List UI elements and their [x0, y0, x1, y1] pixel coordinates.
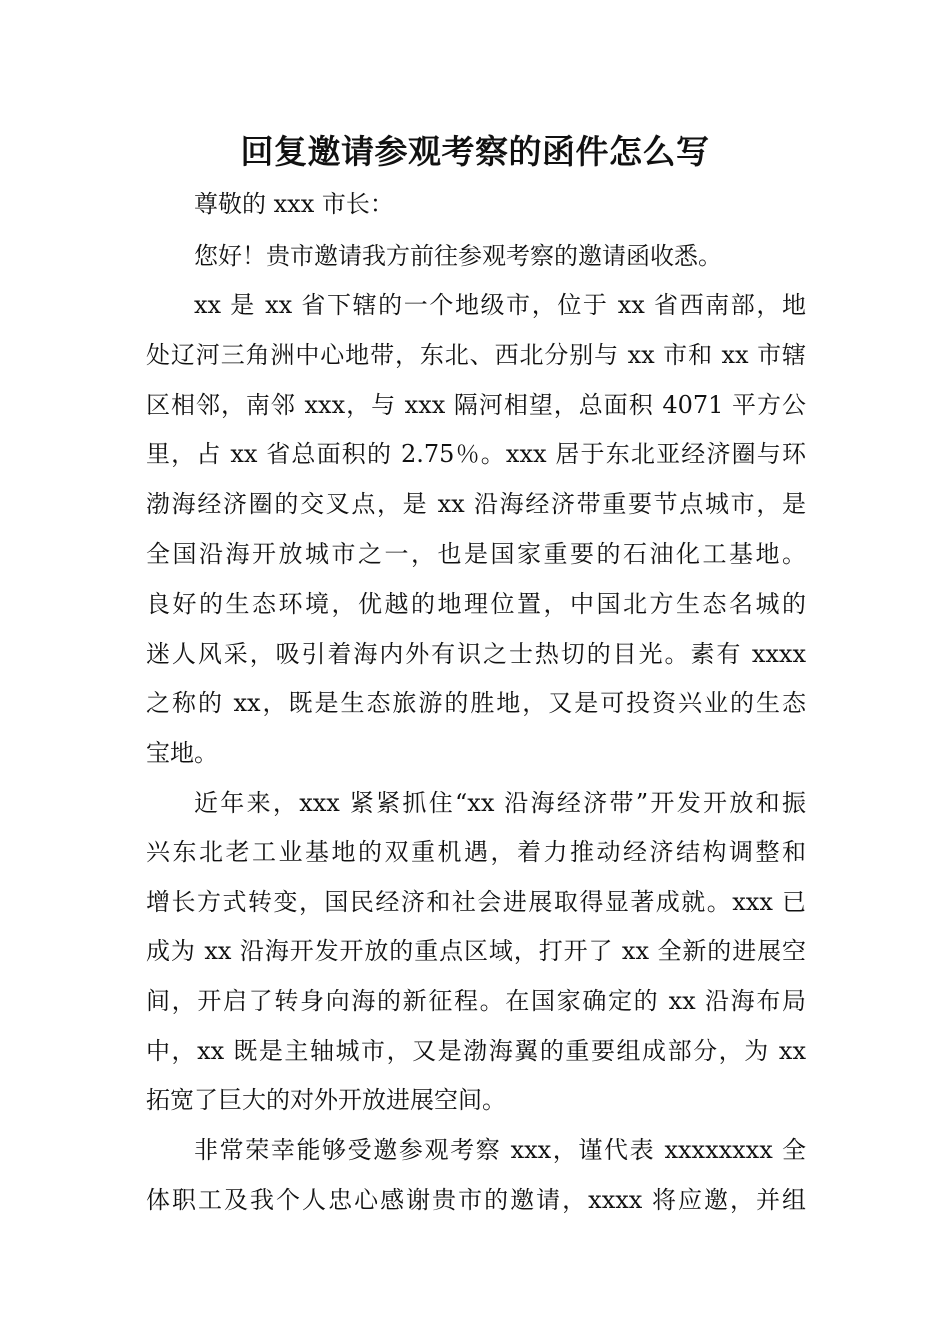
paragraph-3-line: 非常荣幸能够受邀参观考察 xxx，谨代表 xxxxxxxx 全 [194, 1136, 806, 1164]
paragraph-2-line: 拓宽了巨大的对外开放进展空间。 [146, 1086, 506, 1114]
paragraph-1-line: 区相邻，南邻 xxx，与 xxx 隔河相望，总面积 4071 平方公 [146, 391, 806, 419]
paragraph-1-line: 宝地。 [146, 739, 218, 767]
paragraph-1-line: 全国沿海开放城市之一，也是国家重要的石油化工基地。 [146, 540, 806, 568]
paragraph-1-line: 处辽河三角洲中心地带，东北、西北分别与 xx 市和 xx 市辖 [146, 341, 806, 369]
paragraph-2-line: 成为 xx 沿海开发开放的重点区域，打开了 xx 全新的进展空 [146, 937, 806, 965]
paragraph-1-line: 之称的 xx，既是生态旅游的胜地，又是可投资兴业的生态 [146, 689, 806, 717]
paragraph-2-line: 中，xx 既是主轴城市，又是渤海翼的重要组成部分，为 xx [146, 1037, 806, 1065]
paragraph-2-line: 间，开启了转身向海的新征程。在国家确定的 xx 沿海布局 [146, 987, 806, 1015]
paragraph-1-line: xx 是 xx 省下辖的一个地级市，位于 xx 省西南部，地 [194, 291, 806, 319]
paragraph-1-line: 迷人风采，吸引着海内外有识之士热切的目光。素有 xxxx [146, 640, 806, 668]
document-title: 回复邀请参观考察的函件怎么写 [240, 132, 710, 171]
paragraph-3-line: 体职工及我个人忠心感谢贵市的邀请，xxxx 将应邀，并组 [146, 1186, 806, 1214]
paragraph-1-line: 里，占 xx 省总面积的 2.75％。xxx 居于东北亚经济圈与环 [146, 440, 806, 468]
paragraph-1-line: 良好的生态环境，优越的地理位置，中国北方生态名城的 [146, 590, 806, 618]
greeting: 您好！贵市邀请我方前往参观考察的邀请函收悉。 [194, 242, 722, 270]
paragraph-2-line: 增长方式转变，国民经济和社会进展取得显著成就。xxx 已 [146, 888, 806, 916]
paragraph-1-line: 渤海经济圈的交叉点，是 xx 沿海经济带重要节点城市，是 [146, 490, 806, 518]
paragraph-2-line: 近年来，xxx 紧紧抓住“xx 沿海经济带”开发开放和振 [194, 789, 806, 817]
paragraph-2-line: 兴东北老工业基地的双重机遇，着力推动经济结构调整和 [146, 838, 806, 866]
salutation: 尊敬的 xxx 市长： [194, 190, 394, 218]
